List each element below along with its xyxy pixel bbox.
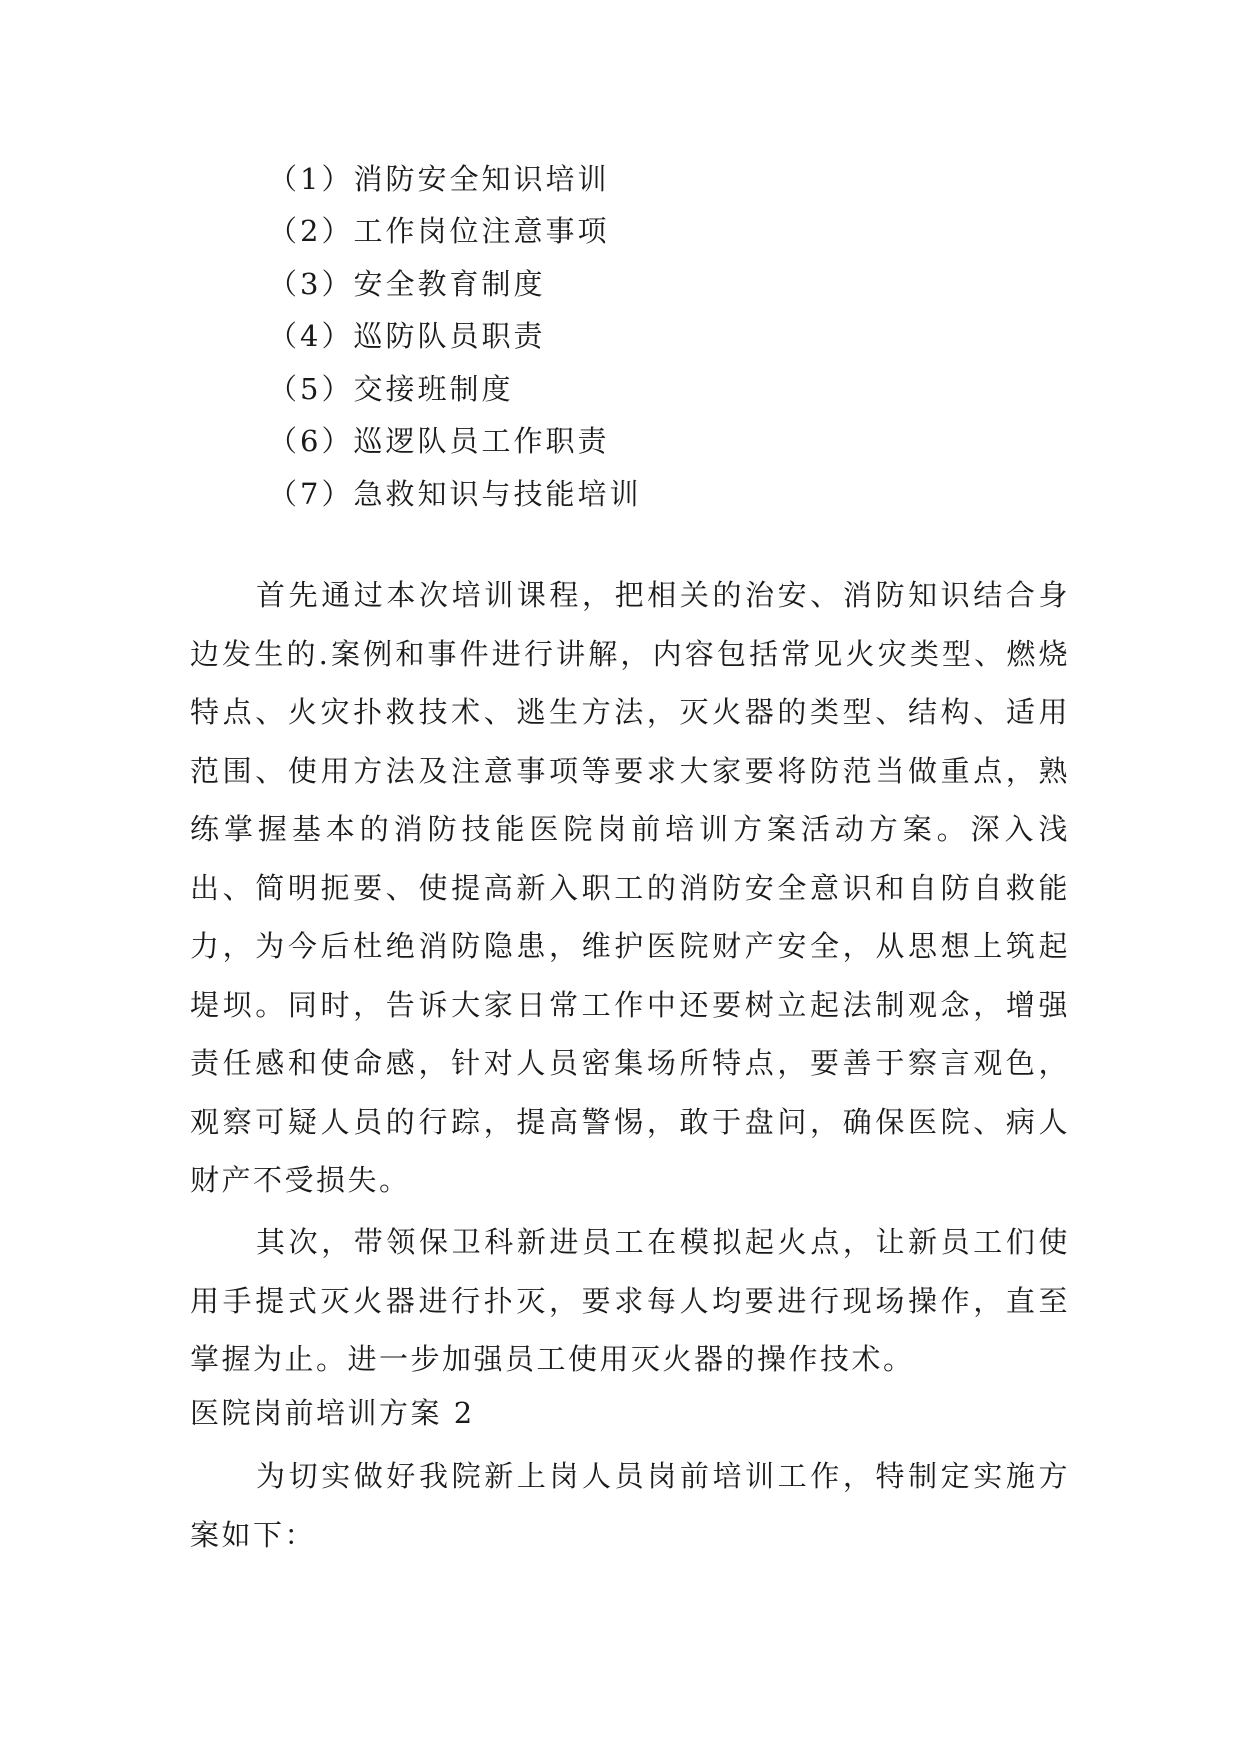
list-item: （2）工作岗位注意事项 xyxy=(268,214,610,248)
list-item: （3）安全教育制度 xyxy=(268,267,546,301)
body-paragraph: 首先通过本次培训课程，把相关的治安、消防知识结合身边发生的.案例和事件进行讲解，内容包括常见火灾类型、燃烧特点、火灾扑救技术、逃生方法，灭火器的类型、结构、适用范围、使用方法及注意事项等要求大家要将防范当做重点，熟练掌握基本的消防技能医院岗前培训方案活动方案。深入浅出、简明扼要、使提高新入职工的消防安全意识和自防自救能力，为今后杜绝消防隐患，维护医院财产安全，从思想上筑起堤坝。同时，告诉大家日常工作中还要树立起法制观念，增强责任感和使命感，针对人员密集场所特点，要善于察言观色，观察可疑人员的行踪，提高警惕，敢于盘问，确保医院、病人财产不受损失。 xyxy=(190,578,1070,1197)
section-heading: 医院岗前培训方案 2 xyxy=(190,1396,475,1430)
body-paragraph: 为切实做好我院新上岗人员岗前培训工作，特制定实施方案如下： xyxy=(190,1459,1070,1552)
list-item: （6）巡逻队员工作职责 xyxy=(268,424,610,458)
list-item: （1）消防安全知识培训 xyxy=(268,162,610,196)
body-paragraph: 其次，带领保卫科新进员工在模拟起火点，让新员工们使用手提式灭火器进行扑灭，要求每人均要进行现场操作，直至掌握为止。进一步加强员工使用灭火器的操作技术。 xyxy=(190,1225,1070,1376)
list-item: （5）交接班制度 xyxy=(268,372,514,406)
list-item: （7）急救知识与技能培训 xyxy=(268,477,642,511)
list-item: （4）巡防队员职责 xyxy=(268,319,546,353)
